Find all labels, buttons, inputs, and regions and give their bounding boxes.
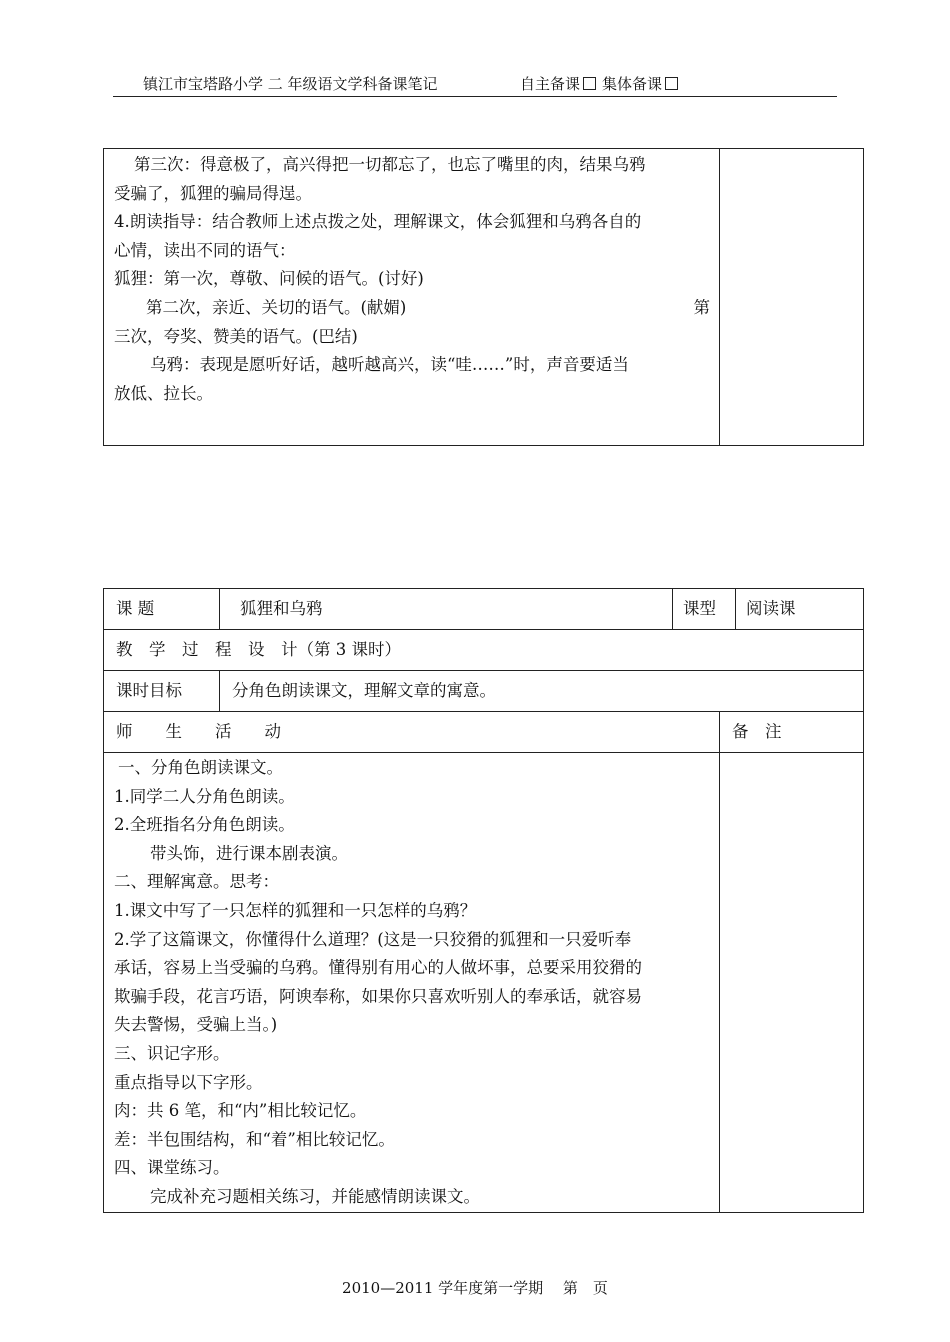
text-line: 第三次：得意极了，高兴得把一切都忘了，也忘了嘴里的肉，结果乌鸦 — [134, 155, 646, 174]
activity-header: 师 生 活 动 — [104, 712, 720, 753]
text-line: 肉：共 6 笔，和“内”相比较记忆。 — [114, 1101, 367, 1121]
text-line: 乌鸦：表现是愿听好话，越听越高兴，读“哇……”时，声音要适当 — [150, 355, 629, 375]
text-line: 放低、拉长。 — [114, 383, 213, 403]
group-prep-checkbox[interactable] — [665, 77, 678, 90]
process-title: 教 学 过 程 设 计（第 3 课时） — [104, 630, 864, 671]
text-line: 狐狸：第一次，尊敬、问候的语气。(讨好) — [114, 269, 424, 289]
text-line: 三、识记字形。 — [114, 1043, 230, 1063]
text-line: 欺骗手段，花言巧语，阿谀奉称，如果你只喜欢听别人的奉承话，就容易 — [114, 986, 642, 1006]
text-line: 一、分角色朗读课文。 — [118, 758, 283, 777]
goal-value: 分角色朗读课文，理解文章的寓意。 — [220, 671, 864, 712]
text-fragment: 第 — [693, 297, 710, 317]
text-line: 1.课文中写了一只怎样的狐狸和一只怎样的乌鸦？ — [114, 900, 477, 920]
type-label: 课型 — [673, 589, 736, 630]
prep-mode-options — [520, 72, 684, 96]
topic-label: 课 题 — [104, 589, 220, 630]
page-header — [113, 72, 837, 97]
text-line: 心情，读出不同的语气： — [114, 240, 296, 260]
text-line: 三次，夸奖、赞美的语气。(巴结) — [114, 326, 358, 346]
text-line: 承话，容易上当受骗的乌鸦。懂得别有用心的人做坏事，总要采用狡猾的 — [114, 958, 642, 978]
activity-cell — [104, 149, 720, 446]
self-prep-checkbox[interactable] — [583, 77, 596, 90]
text-line: 完成补充习题相关练习，并能感情朗读课文。 — [150, 1186, 480, 1206]
text-line — [114, 294, 710, 323]
text-line: 4.朗读指导：结合教师上述点拨之处，理解课文，体会狐狸和乌鸦各自的 — [114, 212, 642, 232]
goal-label: 课时目标 — [104, 671, 220, 712]
lesson-plan-table — [103, 588, 864, 1213]
text-fragment: 第二次，亲近、关切的语气。(献媚) — [146, 297, 407, 317]
notes-header: 备 注 — [720, 712, 864, 753]
self-prep-label: 自主备课 — [520, 75, 581, 93]
notes-cell — [720, 149, 864, 446]
text-line: 二、理解寓意。思考： — [114, 872, 279, 892]
group-prep-label: 集体备课 — [602, 75, 663, 93]
text-line: 受骗了，狐狸的骗局得逞。 — [114, 183, 312, 203]
text-line: 失去警惕，受骗上当。) — [114, 1015, 278, 1035]
type-value: 阅读课 — [736, 589, 864, 630]
notes-cell — [720, 753, 864, 1213]
continuation-table — [103, 148, 864, 446]
text-line: 差：半包围结构，和“着”相比较记忆。 — [114, 1129, 395, 1149]
text-line: 2.学了这篇课文，你懂得什么道理？(这是一只狡猾的狐狸和一只爱听奉 — [114, 929, 632, 949]
text-line: 带头饰，进行课本剧表演。 — [150, 843, 348, 863]
activity-cell — [104, 753, 720, 1213]
text-line: 2.全班指名分角色朗读。 — [114, 815, 295, 835]
page-footer: 2010—2011 学年度第一学期 第 页 — [342, 1279, 608, 1297]
text-line: 重点指导以下字形。 — [114, 1072, 263, 1092]
school-title: 镇江市宝塔路小学 二 年级语文学科备课笔记 — [143, 75, 438, 93]
text-line: 四、课堂练习。 — [114, 1158, 230, 1178]
text-line: 1.同学二人分角色朗读。 — [114, 786, 295, 806]
topic-value: 狐狸和乌鸦 — [220, 589, 673, 630]
